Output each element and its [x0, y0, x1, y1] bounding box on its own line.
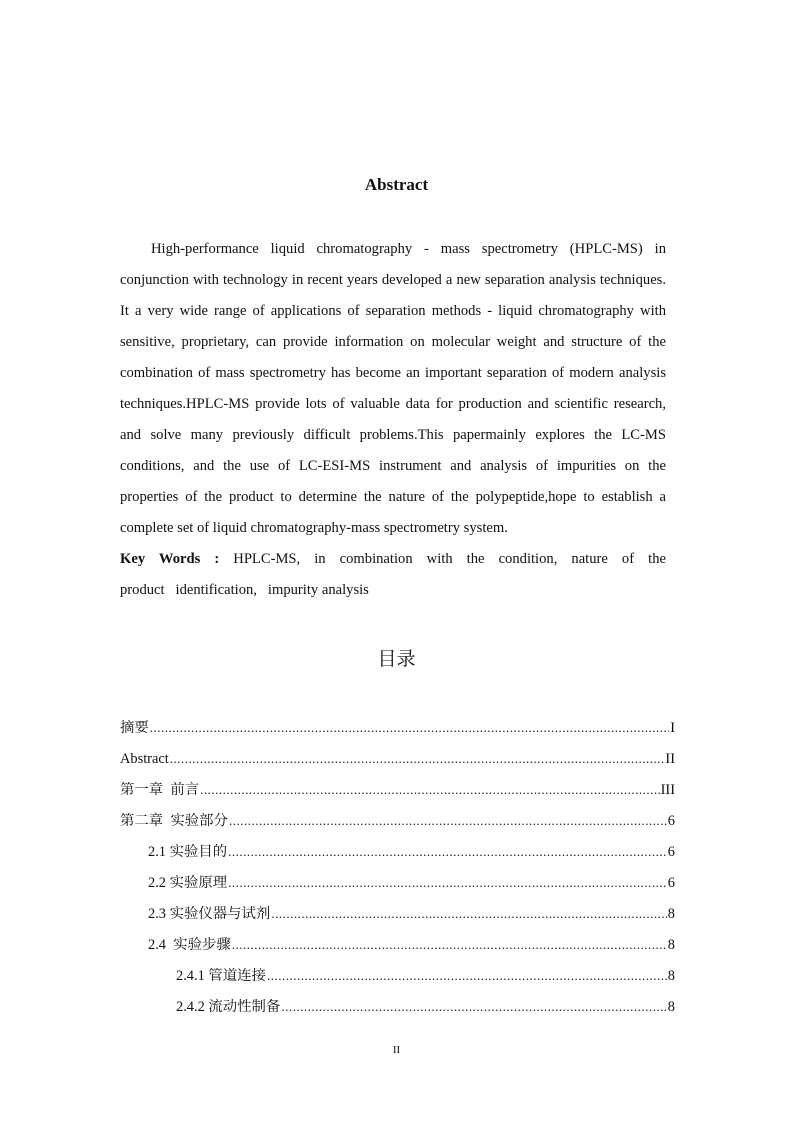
toc-leader-dots — [170, 743, 665, 774]
toc-item-label: 摘要 — [120, 720, 149, 736]
toc-item-abstract[interactable] — [120, 743, 675, 774]
toc-leader-dots — [200, 774, 659, 805]
toc-item-2-3[interactable] — [120, 898, 675, 929]
toc-item-2-4[interactable] — [120, 929, 675, 960]
toc-item-label: 2.3 实验仪器与试剂 — [148, 906, 271, 922]
keywords-line-1 — [120, 544, 666, 575]
toc-leader-dots — [228, 836, 667, 867]
toc-item-page: 8 — [667, 906, 675, 922]
toc-item-page: II — [665, 751, 675, 767]
toc-item-abstract-cn[interactable] — [120, 712, 675, 743]
abstract-section — [120, 234, 666, 606]
toc-item-page: 6 — [667, 844, 675, 860]
toc-item-label: 2.4 实验步骤 — [148, 937, 231, 953]
toc-item-label: Abstract — [120, 751, 169, 767]
abstract-body: High-performance liquid chromatography - mass spectrometry (HPLC-MS) in conjunction with technology in recent years developed a new separation analysis techniques. It a very wide range of applications of separation methods - liquid chromatography with sensitive, proprietary, can provide information on molecular weight and structure of the combination of mass spectrometry has become an important separation of modern analysis techniques.HPLC-MS provide lots of valuable data for production and scientific research, and solve many previously difficult problems.This papermainly explores the LC-MS conditions, and the use of LC-ESI-MS instrument and analysis of impurities on the properties of the product to determine the nature of the polypeptide,hope to establish a complete set of liquid chromatography-mass spectrometry system. — [120, 241, 666, 536]
toc-item-label: 第一章 前言 — [120, 782, 200, 798]
toc-item-label: 2.4.1 管道连接 — [176, 968, 266, 984]
toc-item-page: III — [660, 782, 675, 798]
toc-item-page: 6 — [667, 875, 675, 891]
toc-item-label: 第二章 实验部分 — [120, 813, 228, 829]
toc-leader-dots — [229, 805, 667, 836]
toc-item-page: I — [670, 720, 675, 736]
toc-item-label: 2.1 实验目的 — [148, 844, 228, 860]
keywords-text-1: HPLC-MS, in combination with the condition, nature of the — [233, 551, 666, 567]
toc-item-2-1[interactable] — [120, 836, 675, 867]
toc-item-2-2[interactable] — [120, 867, 675, 898]
toc-item-chapter-2[interactable] — [120, 805, 675, 836]
toc-title: 目录 — [377, 648, 416, 670]
toc-leader-dots — [228, 867, 667, 898]
toc-item-page: 8 — [667, 999, 675, 1015]
toc-item-2-4-1[interactable] — [120, 960, 675, 991]
toc-item-label: 2.2 实验原理 — [148, 875, 228, 891]
toc-item-label: 2.4.2 流动性制备 — [176, 999, 281, 1015]
table-of-contents — [120, 712, 675, 1022]
keywords-text-2: product identification, impurity analysis — [120, 582, 369, 598]
toc-item-page: 6 — [667, 813, 675, 829]
toc-item-page: 8 — [667, 937, 675, 953]
toc-item-chapter-1[interactable] — [120, 774, 675, 805]
toc-leader-dots — [267, 960, 667, 991]
page-number: II — [392, 1044, 401, 1056]
toc-item-page: 8 — [667, 968, 675, 984]
toc-leader-dots — [281, 991, 666, 1022]
keywords-label: Key Words : — [120, 551, 220, 567]
abstract-title: Abstract — [364, 175, 429, 194]
toc-leader-dots — [150, 712, 669, 743]
keywords-line-2 — [120, 575, 666, 606]
toc-leader-dots — [271, 898, 666, 929]
toc-item-2-4-2[interactable] — [120, 991, 675, 1022]
toc-leader-dots — [232, 929, 667, 960]
